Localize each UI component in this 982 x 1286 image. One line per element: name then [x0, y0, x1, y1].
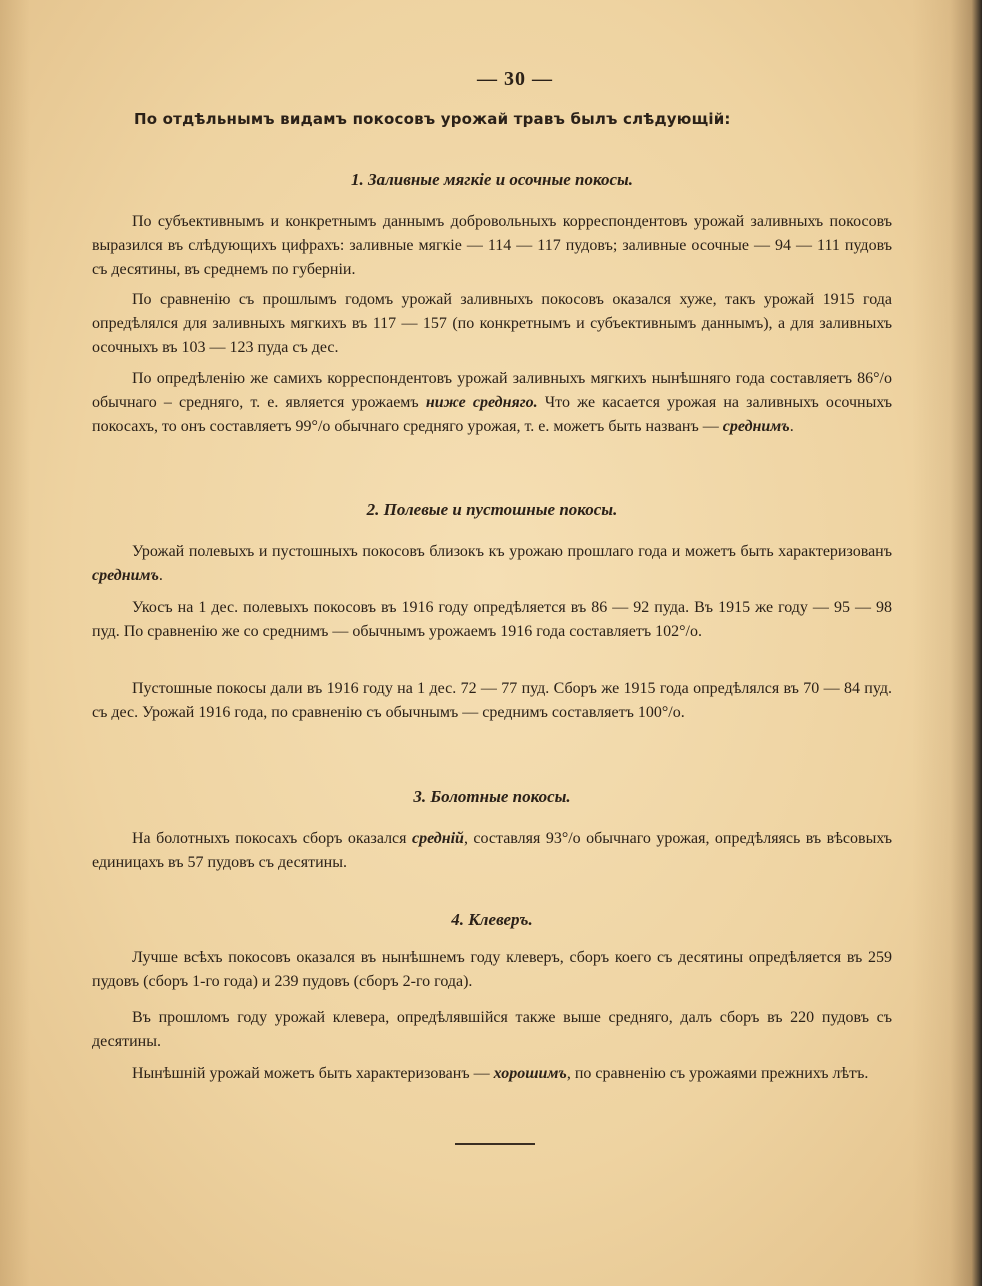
section-heading-4: 4. Клеверъ.	[451, 910, 533, 929]
emphasis-text: ниже средняго.	[425, 394, 538, 411]
section-2-paragraph-1	[92, 540, 892, 588]
paragraph-text: .	[158, 567, 163, 584]
section-heading-2: 2. Полевые и пустошные покосы.	[366, 500, 618, 519]
paragraph-text: Пустошные покосы дали въ 1916 году на 1 дес. 72 — 77 пуд. Сборъ же 1915 года опредѣлялся въ 70 — 84 пуд. съ дес. Урожай 1916 года, по сравненію съ обычнымъ — среднимъ составляетъ 100°/о.	[92, 680, 892, 721]
section-2-paragraph-2	[92, 596, 892, 644]
emphasis-text: среднимъ	[722, 418, 790, 435]
paragraph-text: По опредѣленію же самихъ корреспондентовъ урожай заливныхъ мягкихъ нынѣшняго года составляетъ 86°/о обычнаго – средняго, т. е. является урожаемъ	[92, 370, 892, 411]
paragraph-text: Что же касается урожая на заливныхъ осочныхъ покосахъ, то онъ составляетъ 99°/о обычнаго средняго урожая, т. е. можетъ быть названъ —	[92, 394, 892, 435]
intro-line: По отдѣльнымъ видамъ покосовъ урожай травъ былъ слѣдующій:	[134, 110, 731, 128]
paragraph-text: Укосъ на 1 дес. полевыхъ покосовъ въ 1916 году опредѣляется въ 86 — 92 пуда. Въ 1915 же году — 95 — 98 пуд. По сравненію же со среднимъ — обычнымъ урожаемъ 1916 года составляетъ 102°/о.	[92, 599, 892, 640]
paragraph-text: Нынѣшній урожай можетъ быть характеризованъ —	[132, 1065, 494, 1082]
emphasis-text: хорошимъ	[493, 1065, 567, 1082]
page-number: — 30 —	[477, 68, 553, 90]
paragraph-text: Урожай полевыхъ и пустошныхъ покосовъ близокъ къ урожаю прошлаго года и можетъ быть характеризованъ	[132, 543, 892, 560]
paragraph-text: По субъективнымъ и конкретнымъ даннымъ добровольныхъ корреспондентовъ урожай заливныхъ покосовъ выразился въ слѣдующихъ цифрахъ: заливные мягкіе — 114 — 117 пудовъ; заливные осочные — 94 — 111 пудовъ съ десятины, въ среднемъ по губерніи.	[92, 213, 892, 278]
page-right-binding-edge	[912, 0, 982, 1286]
section-heading-3: 3. Болотные покосы.	[413, 787, 571, 806]
paragraph-text: По сравненію съ прошлымъ годомъ урожай заливныхъ покосовъ оказался хуже, такъ урожай 1915 года опредѣлялся для заливныхъ мягкихъ въ 117 — 157 (по конкретнымъ и субъективнымъ даннымъ), а для заливныхъ осочныхъ въ 103 — 123 пуда съ дес.	[92, 291, 892, 356]
section-1-paragraph-1	[92, 210, 892, 282]
closing-rule	[455, 1143, 535, 1145]
emphasis-text: среднимъ	[92, 567, 159, 584]
section-heading-1: 1. Заливные мягкіе и осочные покосы.	[350, 170, 634, 189]
paragraph-text: На болотныхъ покосахъ сборъ оказался	[132, 830, 412, 847]
section-1-paragraph-3	[92, 367, 892, 439]
section-1-paragraph-2	[92, 288, 892, 360]
section-4-paragraph-2	[92, 1006, 892, 1054]
paragraph-text: , по сравненію съ урожаями прежнихъ лѣтъ.	[566, 1065, 869, 1082]
paragraph-text: , составляя 93°/о обычнаго урожая, опредѣляясь въ вѣсовыхъ единицахъ въ 57 пудовъ съ десятины.	[92, 830, 892, 871]
section-3-paragraph-1	[92, 827, 892, 875]
paragraph-text: Въ прошломъ году урожай клевера, опредѣлявшійся также выше средняго, далъ сборъ въ 220 пудовъ съ десятины.	[92, 1009, 892, 1050]
page-left-shadow	[0, 0, 30, 1286]
emphasis-text: средній	[411, 830, 464, 847]
section-2-paragraph-3	[92, 677, 892, 725]
section-4-paragraph-3	[92, 1062, 892, 1086]
paragraph-text: Лучше всѣхъ покосовъ оказался въ нынѣшнемъ году клеверъ, сборъ коего съ десятины опредѣляется въ 259 пудовъ (сборъ 1-го года) и 239 пудовъ (сборъ 2-го года).	[92, 949, 892, 990]
paragraph-text: .	[789, 418, 794, 435]
section-4-paragraph-1	[92, 946, 892, 994]
